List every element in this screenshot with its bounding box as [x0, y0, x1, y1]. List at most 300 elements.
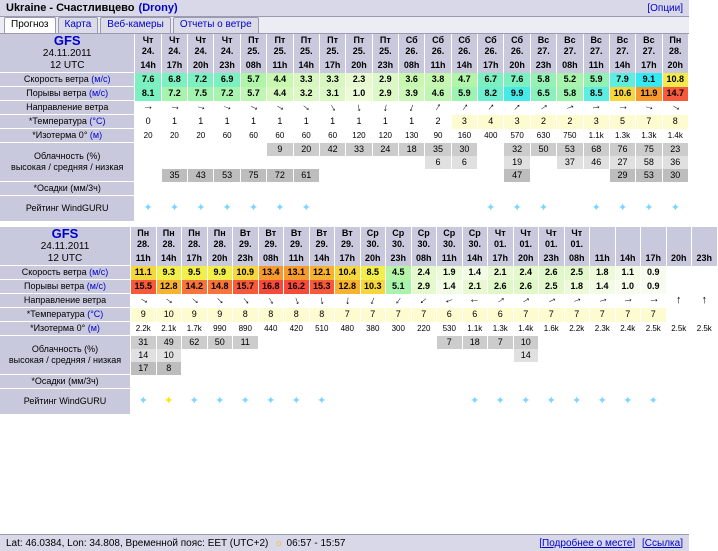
- wind-direction-arrow: ↑: [519, 294, 533, 306]
- day-header: Чт 24.: [135, 34, 161, 58]
- rating-cell: [662, 196, 688, 222]
- cloud-mid-cell: 37: [557, 156, 583, 169]
- isotherm-cell: 2.4k: [615, 322, 641, 336]
- cloud-low-cell: [478, 169, 504, 182]
- isotherm-cell: 380: [360, 322, 386, 336]
- day-header: Вс 27.: [609, 34, 635, 58]
- temperature-cell: 7: [539, 308, 565, 322]
- rating-cell: [161, 196, 187, 222]
- wind-direction-cell: [583, 101, 609, 115]
- wind-direction-arrow: ↑: [570, 295, 584, 305]
- hour-header: 20h: [666, 251, 692, 265]
- wind-direction-cell: [293, 101, 319, 115]
- temperature-cell: 2: [530, 115, 556, 129]
- wind-direction-arrow: ↑: [221, 103, 235, 113]
- wind-direction-cell: [636, 101, 662, 115]
- model-info-cell: [0, 34, 135, 73]
- hour-header: 20h: [360, 251, 386, 265]
- wind-speed-cell: 13.1: [284, 266, 310, 280]
- precip-cell: [214, 182, 240, 196]
- wind-speed-cell: 0.9: [641, 266, 667, 280]
- cloud-mid-cell: [240, 156, 266, 169]
- wind-gust-cell: 14.8: [207, 280, 233, 294]
- cloud-mid-cell: [207, 349, 233, 362]
- day-header: Пн 28.: [207, 227, 233, 251]
- rating-cell: [293, 196, 319, 222]
- cloud-mid-cell: 6: [425, 156, 451, 169]
- cloud-high-cell: 24: [372, 143, 398, 156]
- precip-label: *Осадки (мм/3ч): [0, 375, 131, 389]
- cloud-high-cell: [161, 143, 187, 156]
- cloud-mid-cell: [267, 156, 293, 169]
- tab-map[interactable]: Карта: [58, 17, 99, 33]
- hour-header: 17h: [161, 58, 187, 72]
- wind-speed-cell: 1.8: [590, 266, 616, 280]
- isotherm-cell: 1.1k: [462, 322, 488, 336]
- model-info-cell: [0, 227, 131, 266]
- cloud-low-cell: [346, 169, 372, 182]
- cloud-mid-cell: [335, 349, 361, 362]
- wind-direction-arrow: ↑: [247, 102, 261, 113]
- cloud-high-cell: 76: [609, 143, 635, 156]
- cloud-high-cell: [641, 336, 667, 349]
- cloud-low-cell: [399, 169, 425, 182]
- day-header: Вт 29.: [233, 227, 259, 251]
- temperature-cell: 2: [425, 115, 451, 129]
- wind-speed-cell: 3.3: [293, 73, 319, 87]
- precip-cell: [636, 182, 662, 196]
- hour-header: 17h: [478, 58, 504, 72]
- hour-header: 23h: [530, 58, 556, 72]
- wind-gust-cell: 10.6: [609, 87, 635, 101]
- cloud-high-cell: 30: [451, 143, 477, 156]
- cloud-high-cell: [258, 336, 284, 349]
- rating-star: ✦: [591, 202, 601, 214]
- isotherm-label: *Изотерма 0° (м): [0, 129, 135, 143]
- hour-header: 23h: [539, 251, 565, 265]
- wind-direction-arrow: ↑: [596, 296, 610, 305]
- tab-webcams[interactable]: Веб-камеры: [100, 17, 171, 33]
- wind-gusts-label: Порывы ветра (м/с): [0, 280, 131, 294]
- hour-header: 11h: [590, 251, 616, 265]
- rating-cell: [188, 196, 214, 222]
- wind-direction-cell: [564, 294, 590, 308]
- cloud-low-cell: [135, 169, 161, 182]
- precip-cell: [233, 375, 259, 389]
- rating-star: ✦: [248, 202, 259, 214]
- wind-direction-arrow: ↑: [188, 294, 201, 307]
- hour-header: 20h: [662, 58, 688, 72]
- wind-speed-cell: 10.4: [335, 266, 361, 280]
- rating-cell: [692, 389, 718, 415]
- wind-gust-cell: 1.8: [564, 280, 590, 294]
- rating-cell: [240, 196, 266, 222]
- hour-header: 11h: [583, 58, 609, 72]
- wind-direction-arrow: ↑: [355, 101, 363, 115]
- cloud-high-cell: [135, 143, 161, 156]
- wind-gust-cell: 12.8: [156, 280, 182, 294]
- isotherm-cell: 630: [530, 129, 556, 143]
- page-title: Ukraine - Счастливцево: [6, 2, 135, 14]
- wind-direction-cell: [372, 101, 398, 115]
- wind-speed-cell: 9.9: [207, 266, 233, 280]
- rating-cell: [156, 389, 182, 415]
- isotherm-cell: 120: [346, 129, 372, 143]
- wind-direction-cell: [360, 294, 386, 308]
- wind-speed-cell: 6.9: [214, 73, 240, 87]
- wind-gust-cell: 15.3: [309, 280, 335, 294]
- hour-header: 20h: [346, 58, 372, 72]
- rating-star: ✦: [597, 395, 607, 407]
- day-header: Чт 24.: [214, 34, 240, 58]
- cloud-mid-cell: [641, 349, 667, 362]
- wind-speed-cell: 9.5: [182, 266, 208, 280]
- day-header: Пт 25.: [293, 34, 319, 58]
- cloud-mid-cell: [411, 349, 437, 362]
- wind-direction-cell: [214, 101, 240, 115]
- cloud-high-cell: 18: [399, 143, 425, 156]
- isotherm-cell: 2.3k: [590, 322, 616, 336]
- temperature-cell: 7: [513, 308, 539, 322]
- day-header: Чт 24.: [161, 34, 187, 58]
- precip-cell: [590, 375, 616, 389]
- wind-direction-row: [0, 101, 689, 115]
- rating-star: ✦: [240, 395, 250, 407]
- cloud-low-cell: [182, 362, 208, 375]
- cloud-low-cell: [583, 169, 609, 182]
- temperature-cell: 1: [399, 115, 425, 129]
- cloud-mid-cell: 46: [583, 156, 609, 169]
- rating-cell: [666, 389, 692, 415]
- rating-cell: [386, 389, 412, 415]
- wind-speed-cell: 4.7: [451, 73, 477, 87]
- model-name: GFS: [53, 33, 81, 48]
- isotherm-cell: 440: [258, 322, 284, 336]
- cloud-low-cell: [437, 362, 463, 375]
- wind-speed-cell: 1.4: [462, 266, 488, 280]
- temperature-cell: 8: [309, 308, 335, 322]
- wind-direction-arrow: ↑: [468, 297, 481, 304]
- wind-gust-cell: 14.7: [662, 87, 688, 101]
- temperature-cell: 1: [214, 115, 240, 129]
- rating-label: Рейтинг WindGURU: [0, 196, 135, 222]
- precip-cell: [386, 375, 412, 389]
- hour-header: 23h: [692, 251, 718, 265]
- rating-label: Рейтинг WindGURU: [0, 389, 131, 415]
- precip-cell: [240, 182, 266, 196]
- temperature-cell: 3: [504, 115, 530, 129]
- cloud-mid-cell: [309, 349, 335, 362]
- cloud-mid-cell: [372, 156, 398, 169]
- precip-cell: [346, 182, 372, 196]
- wind-direction-cell: [504, 101, 530, 115]
- wind-gust-cell: 9.9: [504, 87, 530, 101]
- model-run: 12 UTC: [47, 253, 83, 264]
- cloud-low-cell: [233, 362, 259, 375]
- precip-cell: [488, 375, 514, 389]
- coordinates-text: Lat: 46.0384, Lon: 34.808, Временной пояс: EET (UTC+2): [6, 537, 269, 549]
- temperature-cell: 1: [161, 115, 187, 129]
- day-header: Ср 30.: [437, 227, 463, 251]
- forecast-block-2: [0, 226, 712, 415]
- cloud-low-cell: [641, 362, 667, 375]
- temperature-cell: 8: [258, 308, 284, 322]
- precip-cell: [258, 375, 284, 389]
- cloud-low-cell: [557, 169, 583, 182]
- cloud-high-cell: 35: [425, 143, 451, 156]
- wind-gust-cell: 16.8: [258, 280, 284, 294]
- wind-speed-cell: 7.6: [135, 73, 161, 87]
- day-header-row: [0, 227, 717, 251]
- cloud-high-cell: [615, 336, 641, 349]
- wind-direction-cell: [609, 101, 635, 115]
- temperature-cell: 4: [478, 115, 504, 129]
- temperature-cell: 7: [641, 308, 667, 322]
- wind-direction-arrow: ↑: [291, 294, 302, 308]
- wind-direction-arrow: ↑: [432, 100, 444, 114]
- cloud-high-cell: 53: [557, 143, 583, 156]
- wind-direction-arrow: ↑: [142, 104, 155, 111]
- wind-direction-arrow: ↑: [545, 295, 559, 306]
- temperature-cell: 1: [372, 115, 398, 129]
- rating-star: ✦: [222, 202, 232, 214]
- temperature-cell: 8: [284, 308, 310, 322]
- location-link[interactable]: (Drony): [138, 2, 178, 14]
- cloud-mid-cell: [188, 156, 214, 169]
- wind-direction-arrow: ↑: [392, 294, 404, 308]
- wind-gust-cell: 2.1: [462, 280, 488, 294]
- hour-header: 20h: [513, 251, 539, 265]
- temperature-row: [0, 115, 689, 129]
- rating-cell: [335, 389, 361, 415]
- hour-header: 17h: [335, 251, 361, 265]
- cloud-low-cell: [309, 362, 335, 375]
- precip-cell: [182, 375, 208, 389]
- rating-cell: [478, 196, 504, 222]
- isotherm-cell: 1.4k: [662, 129, 688, 143]
- cloud-high-cell: [590, 336, 616, 349]
- more-about-place-link[interactable]: [Подробнее о месте]: [539, 537, 636, 549]
- precip-cell: [309, 375, 335, 389]
- wind-gusts-row: [0, 87, 689, 101]
- cloud-low-cell: [488, 362, 514, 375]
- isotherm-cell: 510: [309, 322, 335, 336]
- wind-direction-cell: [240, 101, 266, 115]
- cloud-mid-cell: [590, 349, 616, 362]
- precip-cell: [267, 182, 293, 196]
- wind-speed-cell: 1.1: [615, 266, 641, 280]
- rating-star: ✦: [486, 202, 496, 214]
- wind-direction-cell: [411, 294, 437, 308]
- temperature-cell: 6: [437, 308, 463, 322]
- cloud-high-cell: [188, 143, 214, 156]
- hour-header: 23h: [214, 58, 240, 72]
- wind-direction-cell: [530, 101, 556, 115]
- precip-cell: [478, 182, 504, 196]
- wind-speed-cell: 1.9: [437, 266, 463, 280]
- hour-header: 17h: [182, 251, 208, 265]
- hour-header: 08h: [557, 58, 583, 72]
- wind-speed-cell: 7.9: [609, 73, 635, 87]
- rating-cell: [539, 389, 565, 415]
- wind-direction-arrow: ↑: [137, 295, 151, 307]
- isotherm-cell: 570: [504, 129, 530, 143]
- rating-star: ✦: [538, 202, 549, 214]
- rating-cell: [267, 196, 293, 222]
- wind-direction-arrow: ↑: [318, 294, 326, 308]
- cloud-low-cell: [258, 362, 284, 375]
- precip-cell: [372, 182, 398, 196]
- isotherm-cell: 60: [214, 129, 240, 143]
- temperature-cell: 9: [182, 308, 208, 322]
- rating-star: ✦: [648, 395, 658, 407]
- cloud-high-cell: 20: [293, 143, 319, 156]
- hour-header: 17h: [636, 58, 662, 72]
- wind-gust-cell: 2.5: [539, 280, 565, 294]
- rating-cell: [309, 389, 335, 415]
- cloud-mid-cell: [399, 156, 425, 169]
- wind-direction-arrow: ↑: [621, 296, 635, 305]
- rating-cell: [182, 389, 208, 415]
- wind-gust-cell: [666, 280, 692, 294]
- isotherm-cell: 60: [267, 129, 293, 143]
- wind-direction-cell: [258, 294, 284, 308]
- cloud-low-cell: [590, 362, 616, 375]
- hour-header: 11h: [425, 58, 451, 72]
- precip-cell: [462, 375, 488, 389]
- hour-header: 17h: [641, 251, 667, 265]
- day-header: Вт 29.: [258, 227, 284, 251]
- tab-forecast[interactable]: Прогноз: [4, 17, 56, 33]
- wind-gusts-label: Порывы ветра (м/с): [0, 87, 135, 101]
- cloud-low-cell: [513, 362, 539, 375]
- wind-direction-cell: [207, 294, 233, 308]
- wind-gust-cell: 6.5: [530, 87, 556, 101]
- temperature-cell: 3: [583, 115, 609, 129]
- wind-gust-cell: 1.0: [615, 280, 641, 294]
- wind-gust-cell: 0.9: [641, 280, 667, 294]
- wind-speed-cell: 10.8: [662, 73, 688, 87]
- day-header: Пн 28.: [156, 227, 182, 251]
- cloud-mid-cell: 14: [513, 349, 539, 362]
- day-header: Чт 01.: [539, 227, 565, 251]
- wind-gust-cell: 15.7: [233, 280, 259, 294]
- day-header: Чт 01.: [564, 227, 590, 251]
- day-header: Вт 29.: [309, 227, 335, 251]
- isotherm-row: [0, 322, 717, 336]
- wind-direction-arrow: ↑: [590, 103, 604, 112]
- wind-speed-cell: 2.5: [564, 266, 590, 280]
- cloud-low-cell: 43: [188, 169, 214, 182]
- cloud-low-cell: [207, 362, 233, 375]
- precip-cell: [293, 182, 319, 196]
- temperature-cell: 1: [188, 115, 214, 129]
- isotherm-cell: 20: [188, 129, 214, 143]
- options-link[interactable]: [Опции]: [647, 2, 683, 14]
- day-header: Вс 27.: [636, 34, 662, 58]
- hour-header: 20h: [504, 58, 530, 72]
- permalink-link[interactable]: [Ссылка]: [642, 537, 683, 549]
- cloud-low-cell: [335, 362, 361, 375]
- day-header: Пт 25.: [267, 34, 293, 58]
- cloud-low-cell: [284, 362, 310, 375]
- wind-direction-cell: [462, 294, 488, 308]
- day-header: Вт 29.: [335, 227, 361, 251]
- rating-star: ✦: [275, 202, 285, 214]
- wind-direction-cell: [590, 294, 616, 308]
- cloud-low-cell: 30: [662, 169, 688, 182]
- isotherm-cell: 1.3k: [636, 129, 662, 143]
- hour-header: 17h: [319, 58, 345, 72]
- hour-header: 14h: [309, 251, 335, 265]
- wind-direction-cell: [386, 294, 412, 308]
- precip-row: [0, 182, 689, 196]
- wind-speed-row: [0, 73, 689, 87]
- cloud-high-cell: [692, 336, 718, 349]
- rating-cell: [135, 196, 161, 222]
- cloud-mid-cell: [539, 349, 565, 362]
- precip-cell: [530, 182, 556, 196]
- wind-gust-cell: 3.1: [319, 87, 345, 101]
- cloud-mid-cell: [161, 156, 187, 169]
- wind-gust-cell: 1.0: [346, 87, 372, 101]
- hour-header: 11h: [284, 251, 310, 265]
- wind-speed-cell: 2.4: [513, 266, 539, 280]
- hour-header: 20h: [207, 251, 233, 265]
- cloud-low-cell: [411, 362, 437, 375]
- cloud-mid-cell: 10: [156, 349, 182, 362]
- wind-speed-cell: 5.8: [530, 73, 556, 87]
- cloud-low-cell: 8: [156, 362, 182, 375]
- wind-direction-cell: [488, 294, 514, 308]
- rating-cell: [583, 196, 609, 222]
- wind-direction-cell: [319, 101, 345, 115]
- day-header: Ср 30.: [411, 227, 437, 251]
- precip-cell: [641, 375, 667, 389]
- wind-direction-arrow: ↑: [239, 294, 252, 308]
- isotherm-cell: 20: [135, 129, 161, 143]
- wind-direction-arrow: ↑: [669, 102, 683, 114]
- rating-star: ✦: [291, 395, 301, 407]
- rating-star: ✦: [670, 202, 680, 214]
- day-header: Сб 26.: [478, 34, 504, 58]
- rating-cell: [284, 389, 310, 415]
- wind-speed-label: Скорость ветра (м/с): [0, 266, 131, 280]
- rating-cell: [399, 196, 425, 222]
- day-header: Ср 30.: [462, 227, 488, 251]
- rating-star: ✦: [138, 395, 148, 407]
- temperature-cell: 7: [335, 308, 361, 322]
- tab-wind-reports[interactable]: Отчеты о ветре: [173, 17, 259, 33]
- cloud-high-cell: 31: [131, 336, 157, 349]
- wind-speed-cell: 5.9: [583, 73, 609, 87]
- cloud-high-cell: 7: [488, 336, 514, 349]
- wind-direction-arrow: ↑: [343, 294, 351, 308]
- cloud-low-cell: [386, 362, 412, 375]
- wind-direction-arrow: ↑: [676, 294, 682, 306]
- wind-speed-cell: 5.2: [557, 73, 583, 87]
- cloud-low-cell: [615, 362, 641, 375]
- rating-star: ✦: [317, 395, 327, 407]
- wind-gusts-row: [0, 280, 717, 294]
- wind-direction-cell: [188, 101, 214, 115]
- rating-cell: [411, 389, 437, 415]
- day-header: [590, 227, 616, 251]
- rating-star: ✦: [169, 202, 180, 214]
- wind-speed-cell: 9.1: [636, 73, 662, 87]
- isotherm-cell: 300: [386, 322, 412, 336]
- cloud-mid-cell: [488, 349, 514, 362]
